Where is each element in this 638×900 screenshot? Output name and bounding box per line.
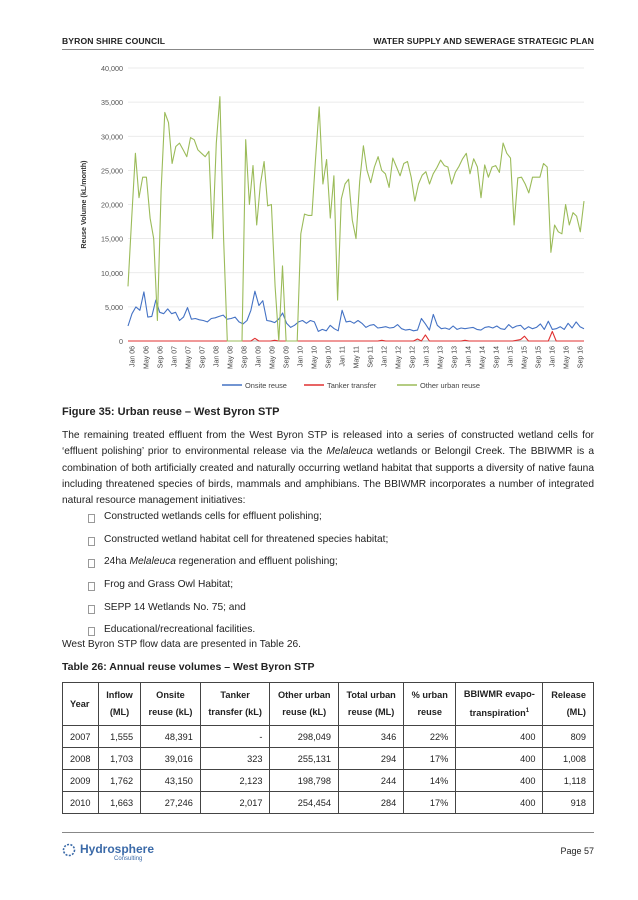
table-cell: 17% — [404, 792, 456, 814]
bullet-box-icon — [88, 582, 95, 591]
series-line — [128, 331, 584, 341]
footer-rule — [62, 832, 594, 833]
y-tick-label: 40,000 — [101, 64, 123, 73]
paragraph-text-end: wetlands or Belongil Creek. The BBIWMR is a combination of both artificially created and naturally occurring wetland habitat that supports a diversity of native fauna including threatened species of birds, mammals and amphibians. The BBIWMR incorporates a number of integrated natural resource management initiatives: — [62, 446, 595, 507]
bullet-box-icon — [88, 559, 95, 568]
table-row — [63, 748, 594, 770]
table-cell: 1,118 — [543, 770, 594, 792]
x-tick-label: May 08 — [227, 346, 235, 369]
table-cell: 254,454 — [270, 792, 339, 814]
x-tick-label: May 16 — [563, 346, 571, 369]
x-tick-label: Sep 15 — [535, 346, 543, 369]
x-tick-label: Sep 13 — [451, 346, 459, 369]
y-tick-label: 5,000 — [105, 302, 123, 312]
header-organisation: BYRON SHIRE COUNCIL — [62, 36, 166, 46]
x-tick-label: Sep 09 — [283, 346, 291, 369]
table-cell: 2010 — [63, 792, 99, 814]
x-tick-label: May 10 — [311, 346, 319, 369]
series-line — [128, 97, 584, 341]
table-cell: 1,663 — [98, 792, 140, 814]
x-tick-label: Sep 06 — [157, 346, 165, 369]
table-cell: 323 — [200, 748, 270, 770]
table-cell: 918 — [543, 792, 594, 814]
x-tick-label: May 06 — [143, 346, 151, 369]
page-number: Page 57 — [560, 846, 594, 856]
list-item: Educational/recreational facilities. — [88, 619, 388, 642]
page-header — [62, 36, 594, 50]
table-cell: 48,391 — [141, 726, 201, 748]
table-cell: 400 — [456, 770, 543, 792]
series-line — [128, 291, 584, 331]
table-cell: 1,555 — [98, 726, 140, 748]
table-cell: 244 — [339, 770, 404, 792]
table-cell: 1,703 — [98, 748, 140, 770]
x-tick-label: May 14 — [479, 346, 487, 369]
col-header-onsite: Onsite reuse (kL) — [141, 683, 201, 726]
x-tick-label: Sep 14 — [493, 346, 501, 369]
table-header-row — [63, 683, 594, 726]
col-header-tanker: Tanker transfer (kL) — [200, 683, 270, 726]
figure-caption: Figure 35: Urban reuse – West Byron STP — [62, 406, 280, 418]
y-tick-label: 20,000 — [101, 200, 123, 210]
table-row — [63, 726, 594, 748]
table-cell: 255,131 — [270, 748, 339, 770]
bullet-box-icon — [88, 605, 95, 614]
header-document-title: WATER SUPPLY AND SEWERAGE STRATEGIC PLAN — [373, 36, 594, 46]
col-header-pct-urban: % urban reuse — [404, 683, 456, 726]
body-paragraph — [62, 428, 594, 509]
logo-subtitle: Consulting — [114, 856, 143, 862]
table-row — [63, 770, 594, 792]
table-cell: 1,008 — [543, 748, 594, 770]
col-header-bbiwmr: BBIWMR evapo- transpiration$^1$ — [456, 683, 543, 726]
table-cell: 284 — [339, 792, 404, 814]
x-tick-label: Jan 08 — [213, 346, 221, 368]
hydrosphere-logo-icon — [62, 843, 76, 857]
table-cell: 298,049 — [270, 726, 339, 748]
x-tick-label: Jan 14 — [465, 346, 473, 368]
table-cell: 2007 — [63, 726, 99, 748]
y-tick-label: 30,000 — [101, 132, 123, 142]
bullet-box-icon — [88, 537, 95, 546]
table-cell: 43,150 — [141, 770, 201, 792]
x-tick-label: Jan 10 — [297, 346, 305, 368]
x-tick-label: Jan 13 — [423, 346, 431, 368]
table-cell: 2008 — [63, 748, 99, 770]
x-tick-label: Sep 16 — [577, 346, 585, 369]
x-tick-label: Sep 11 — [367, 346, 375, 368]
y-tick-label: 25,000 — [101, 166, 123, 176]
header-rule — [62, 49, 594, 50]
x-tick-label: Jan 07 — [171, 346, 179, 368]
table-cell: 2,017 — [200, 792, 270, 814]
list-item: Constructed wetland habitat cell for threatened species habitat; — [88, 529, 388, 552]
x-tick-label: May 12 — [395, 346, 403, 369]
logo-name: Hydrosphere — [80, 842, 155, 856]
table-cell: 400 — [456, 792, 543, 814]
legend-label: Other urban reuse — [420, 381, 480, 390]
table-cell: 2009 — [63, 770, 99, 792]
legend-label: Tanker transfer — [327, 381, 377, 390]
x-tick-label: Jan 06 — [129, 346, 137, 368]
x-tick-label: Sep 08 — [241, 346, 249, 369]
table-cell: 22% — [404, 726, 456, 748]
table-cell: 400 — [456, 748, 543, 770]
table-cell: 809 — [543, 726, 594, 748]
table-cell: 400 — [456, 726, 543, 748]
table-row — [63, 792, 594, 814]
y-tick-label: 15,000 — [101, 234, 123, 244]
annual-reuse-table — [62, 682, 594, 814]
table-cell: 198,798 — [270, 770, 339, 792]
x-tick-label: May 13 — [437, 346, 445, 369]
y-tick-label: 10,000 — [101, 268, 123, 278]
x-tick-label: Jan 11 — [339, 346, 347, 367]
col-header-release: Release (ML) — [543, 683, 594, 726]
col-header-year: Year — [63, 683, 99, 726]
x-tick-label: May 09 — [269, 346, 277, 369]
x-tick-label: May 07 — [185, 346, 193, 369]
x-tick-label: Jan 09 — [255, 346, 263, 368]
y-tick-label: 0 — [119, 337, 123, 346]
table-cell: 14% — [404, 770, 456, 792]
paragraph-italic-term: Melaleuca — [326, 446, 373, 458]
y-tick-label: 35,000 — [101, 98, 123, 108]
table-cell: 39,016 — [141, 748, 201, 770]
table-cell: 346 — [339, 726, 404, 748]
x-tick-label: Sep 10 — [325, 346, 333, 369]
col-header-inflow: Inflow (ML) — [98, 683, 140, 726]
flow-data-text: West Byron STP flow data are presented in Table 26. — [62, 639, 301, 650]
legend-label: Onsite reuse — [245, 381, 287, 390]
table-cell: 27,246 — [141, 792, 201, 814]
initiatives-list — [88, 506, 388, 642]
list-item: Frog and Grass Owl Habitat; — [88, 574, 388, 597]
paragraph-text-start: The remaining treated effluent from the West Byron STP is released into a series of constructed wetland cells for ‘effluent polishing’ prior to environmental release via the — [62, 430, 594, 458]
col-header-other-urban: Other urban reuse (kL) — [270, 683, 339, 726]
y-axis-title: Reuse Volume (kL/month) — [79, 160, 88, 249]
x-tick-label: Jan 16 — [549, 346, 557, 368]
table-cell: 1,762 — [98, 770, 140, 792]
col-header-total-urban: Total urban reuse (ML) — [339, 683, 404, 726]
x-tick-label: May 15 — [521, 346, 529, 369]
table-cell: - — [200, 726, 270, 748]
x-tick-label: Sep 12 — [409, 346, 417, 369]
table-cell: 294 — [339, 748, 404, 770]
list-item: SEPP 14 Wetlands No. 75; and — [88, 597, 388, 620]
x-tick-label: Sep 07 — [199, 346, 207, 369]
list-item: 24ha Melaleuca regeneration and effluent polishing; — [88, 551, 388, 574]
urban-reuse-chart — [62, 56, 596, 398]
bullet-box-icon — [88, 514, 95, 523]
x-tick-label: May 11 — [353, 346, 361, 369]
x-tick-label: Jan 15 — [507, 346, 515, 368]
table-cell: 2,123 — [200, 770, 270, 792]
bullet-box-icon — [88, 627, 95, 636]
table-caption: Table 26: Annual reuse volumes – West Byron STP — [62, 661, 315, 673]
table-cell: 17% — [404, 748, 456, 770]
x-tick-label: Jan 12 — [381, 346, 389, 368]
list-item: Constructed wetlands cells for effluent polishing; — [88, 506, 388, 529]
